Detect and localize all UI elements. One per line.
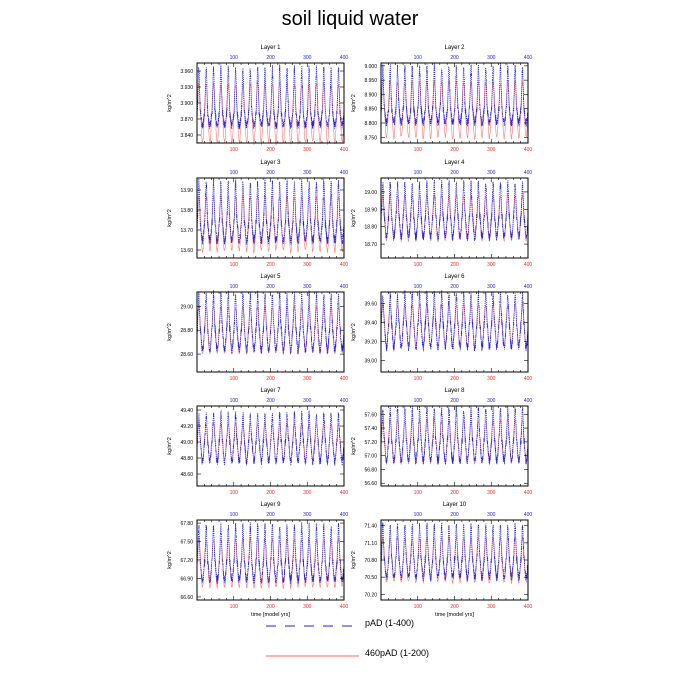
layer-8-ytick-label: 57.00 [364, 453, 377, 460]
layer-9-bottom-tick-label: 200 [266, 604, 275, 610]
layer-6-top-tick-label: 300 [487, 284, 496, 290]
layer-2-ytick-label: 8.950 [364, 78, 377, 85]
layer-7-ytick-label: 48.80 [180, 456, 193, 462]
legend-label-pad: pAD (1-400) [365, 618, 415, 628]
layer-4-ytick-label: 19.00 [364, 189, 377, 196]
layer-4-series-pad [381, 180, 528, 242]
layer-5-bottom-tick-label: 200 [266, 376, 275, 382]
layer-3-ytick-label: 13.60 [180, 248, 193, 254]
figure-title: soil liquid water [281, 8, 419, 30]
layer-7-bottom-tick-label: 100 [229, 490, 238, 496]
layer-5-ytick-label: 28.80 [180, 328, 193, 335]
layer-5-top-tick-label: 300 [303, 284, 312, 290]
layer-10-ytick-label: 70.20 [364, 592, 377, 599]
layer-7-bottom-tick-label: 300 [303, 490, 312, 496]
layer-5-bottom-tick-label: 300 [303, 376, 312, 382]
layer-9-top-tick-label: 100 [229, 512, 238, 518]
layer-10-top-tick-label: 200 [450, 512, 459, 518]
layer-2-top-tick-label: 100 [413, 55, 422, 61]
layer-8-series-pad [381, 405, 528, 465]
layer-10-ytick-label: 71.40 [364, 523, 377, 530]
layer-3-ytick-label: 13.90 [180, 188, 193, 194]
layer-8-bottom-tick-label: 200 [450, 490, 459, 496]
layer-9-top-tick-label: 400 [339, 512, 349, 518]
layer-5-series-pad [197, 290, 344, 354]
layer-8-top-tick-label: 100 [413, 398, 422, 404]
layer-6-bottom-tick-label: 300 [487, 376, 496, 382]
layer-1-ytick-label: 3.840 [180, 133, 193, 139]
layer-6-ytick-label: 39.20 [364, 339, 377, 346]
layer-6-ytick-label: 39.40 [364, 320, 377, 327]
layer-8-top-tick-label: 200 [450, 398, 459, 404]
layer-10-bottom-tick-label: 400 [523, 604, 533, 610]
layer-2-ytick-label: 9.000 [364, 63, 377, 70]
layer-5-bottom-tick-label: 400 [339, 376, 349, 382]
layer-8-bottom-tick-label: 400 [523, 490, 533, 496]
layer-9-title: Layer 9 [260, 502, 281, 508]
layer-4-top-tick-label: 400 [523, 170, 533, 176]
layer-6-bottom-tick-label: 400 [523, 376, 533, 382]
layer-10-ytick-label: 70.80 [364, 558, 377, 564]
layer-7-title: Layer 7 [260, 388, 281, 394]
layer-1-top-tick-label: 100 [229, 55, 238, 61]
layer-10-top-tick-label: 100 [413, 512, 422, 518]
layer-10-series-pad [381, 522, 528, 581]
layer-1-bottom-tick-label: 300 [303, 147, 312, 153]
layer-1-ytick-label: 3.960 [180, 69, 193, 75]
layer-2-series-pad [381, 63, 528, 126]
layer-10-bottom-tick-label: 300 [487, 604, 496, 610]
layer-4-top-tick-label: 100 [413, 170, 422, 176]
layer-8-top-tick-label: 400 [523, 398, 533, 404]
layer-9-bottom-tick-label: 300 [303, 604, 312, 610]
layer-5-ytick-label: 28.60 [180, 352, 193, 359]
layer-7-ytick-label: 49.40 [180, 408, 193, 414]
layer-2-ytick-label: 8.900 [364, 92, 377, 99]
layer-9-xlabel: time [model yrs] [251, 612, 290, 618]
layer-2-top-tick-label: 200 [450, 55, 459, 61]
layer-1-top-tick-label: 200 [266, 55, 275, 61]
layer-6-ylabel: kg/m^2 [351, 323, 357, 341]
layer-5-ytick-label: 29.00 [180, 304, 193, 311]
layer-1-ytick-label: 3.930 [180, 85, 193, 91]
layer-3-ylabel: kg/m^2 [167, 209, 173, 227]
layer-4-top-tick-label: 300 [487, 170, 496, 176]
layer-9-ytick-label: 67.50 [180, 539, 193, 546]
layer-1-bottom-tick-label: 200 [266, 147, 275, 153]
layer-2-bottom-tick-label: 300 [487, 147, 496, 153]
layer-10-ytick-label: 70.50 [364, 575, 377, 582]
layer-10-xlabel: time [model yrs] [435, 612, 474, 618]
layer-5-ylabel: kg/m^2 [167, 323, 173, 341]
layer-1-top-tick-label: 400 [339, 55, 349, 61]
legend-item-460pad [262, 648, 462, 662]
layer-6-title: Layer 6 [444, 274, 465, 280]
layer-2-title: Layer 2 [444, 45, 465, 51]
layer-8-top-tick-label: 300 [487, 398, 496, 404]
layer-7-top-tick-label: 100 [229, 398, 238, 404]
layer-2-top-tick-label: 400 [523, 55, 533, 61]
layer-3-ytick-label: 13.70 [180, 228, 193, 234]
layer-1-frame [197, 63, 344, 143]
layer-8-ytick-label: 57.60 [364, 412, 377, 419]
layer-10-ylabel: kg/m^2 [351, 551, 357, 569]
layer-4-title: Layer 4 [444, 160, 465, 166]
layer-8-bottom-tick-label: 100 [413, 490, 422, 496]
layer-4-top-tick-label: 200 [450, 170, 459, 176]
layer-8-ytick-label: 56.80 [364, 467, 377, 474]
layer-7-bottom-tick-label: 200 [266, 490, 275, 496]
layer-9-bottom-tick-label: 100 [229, 604, 238, 610]
layer-2-ytick-label: 8.800 [364, 121, 377, 127]
layer-7-ytick-label: 48.60 [180, 472, 193, 478]
layer-3-bottom-tick-label: 200 [266, 262, 275, 268]
layer-7-bottom-tick-label: 400 [339, 490, 349, 496]
layer-1-bottom-tick-label: 400 [339, 147, 349, 153]
layer-9-ytick-label: 66.90 [180, 576, 193, 583]
layer-3-bottom-tick-label: 300 [303, 262, 312, 268]
layer-3-top-tick-label: 300 [303, 170, 312, 176]
legend-item-pad [262, 618, 462, 632]
layer-4-bottom-tick-label: 300 [487, 262, 496, 268]
layer-2-bottom-tick-label: 100 [413, 147, 422, 153]
layer-4-ylabel: kg/m^2 [351, 209, 357, 227]
layer-3-bottom-tick-label: 100 [229, 262, 238, 268]
layer-10-top-tick-label: 300 [487, 512, 496, 518]
layer-5-title: Layer 5 [260, 274, 281, 280]
layer-10-title: Layer 10 [442, 502, 467, 508]
layer-3-bottom-tick-label: 400 [339, 262, 349, 268]
layer-3-title: Layer 3 [260, 160, 281, 166]
layer-9-top-tick-label: 200 [266, 512, 275, 518]
layer-7-top-tick-label: 400 [339, 398, 349, 404]
layer-6-top-tick-label: 100 [413, 284, 422, 290]
layer-8-ylabel: kg/m^2 [351, 437, 357, 455]
layer-2-bottom-tick-label: 400 [523, 147, 533, 153]
layer-7-ylabel: kg/m^2 [167, 437, 173, 455]
layer-3-top-tick-label: 400 [339, 170, 349, 176]
layer-1-ylabel: kg/m^2 [167, 94, 173, 112]
layer-6-top-tick-label: 400 [523, 284, 533, 290]
layer-8-title: Layer 8 [444, 388, 465, 394]
layer-1-title: Layer 1 [260, 45, 281, 51]
layer-2-ytick-label: 8.750 [364, 135, 377, 142]
layer-8-ytick-label: 57.20 [364, 439, 377, 446]
layer-9-ytick-label: 66.60 [180, 594, 193, 601]
legend-label-460pad: 460pAD (1-200) [365, 648, 430, 658]
layer-5-bottom-tick-label: 100 [229, 376, 238, 382]
layer-8-bottom-tick-label: 300 [487, 490, 496, 496]
layer-7-ytick-label: 49.20 [180, 424, 193, 430]
layer-5-top-tick-label: 100 [229, 284, 238, 290]
layer-5-top-tick-label: 200 [266, 284, 275, 290]
layer-1-ytick-label: 3.870 [180, 117, 193, 123]
layer-4-bottom-tick-label: 100 [413, 262, 422, 268]
layer-1-ytick-label: 3.900 [180, 101, 193, 107]
layer-10-bottom-tick-label: 100 [413, 604, 422, 610]
layer-9-ytick-label: 67.80 [180, 521, 193, 528]
layer-9-ytick-label: 67.20 [180, 558, 193, 564]
layer-7-top-tick-label: 200 [266, 398, 275, 404]
layer-4-ytick-label: 18.80 [364, 224, 377, 231]
layer-3-top-tick-label: 100 [229, 170, 238, 176]
layer-3-series-pad [197, 178, 344, 245]
layer-9-series-pad [197, 522, 344, 584]
layer-5-top-tick-label: 400 [339, 284, 349, 290]
layer-4-ytick-label: 18.90 [364, 207, 377, 214]
layer-4-ytick-label: 18.70 [364, 242, 377, 249]
layer-7-ytick-label: 49.00 [180, 440, 193, 446]
layer-10-bottom-tick-label: 200 [450, 604, 459, 610]
layer-4-bottom-tick-label: 200 [450, 262, 459, 268]
layer-2-ytick-label: 8.850 [364, 106, 377, 113]
layer-1-top-tick-label: 300 [303, 55, 312, 61]
layer-8-ytick-label: 57.40 [364, 426, 377, 433]
layer-9-ylabel: kg/m^2 [167, 551, 173, 569]
layer-4-bottom-tick-label: 400 [523, 262, 533, 268]
layer-6-ytick-label: 39.00 [364, 358, 377, 365]
legend [262, 616, 462, 666]
legend-swatch-pad [266, 625, 359, 627]
layer-6-ytick-label: 39.60 [364, 301, 377, 308]
layer-6-bottom-tick-label: 200 [450, 376, 459, 382]
layer-3-ytick-label: 13.80 [180, 208, 193, 214]
layer-2-ylabel: kg/m^2 [351, 94, 357, 112]
layer-10-top-tick-label: 400 [523, 512, 533, 518]
layer-6-top-tick-label: 200 [450, 284, 459, 290]
layer-10-ytick-label: 71.10 [364, 540, 377, 547]
layer-1-bottom-tick-label: 100 [229, 147, 238, 153]
legend-swatch-460pad [266, 655, 359, 657]
layer-3-top-tick-label: 200 [266, 170, 275, 176]
layer-9-top-tick-label: 300 [303, 512, 312, 518]
layer-8-ytick-label: 56.60 [364, 481, 377, 488]
layer-7-top-tick-label: 300 [303, 398, 312, 404]
layer-9-bottom-tick-label: 400 [339, 604, 349, 610]
layer-2-top-tick-label: 300 [487, 55, 496, 61]
layer-6-bottom-tick-label: 100 [413, 376, 422, 382]
layer-2-bottom-tick-label: 200 [450, 147, 459, 153]
